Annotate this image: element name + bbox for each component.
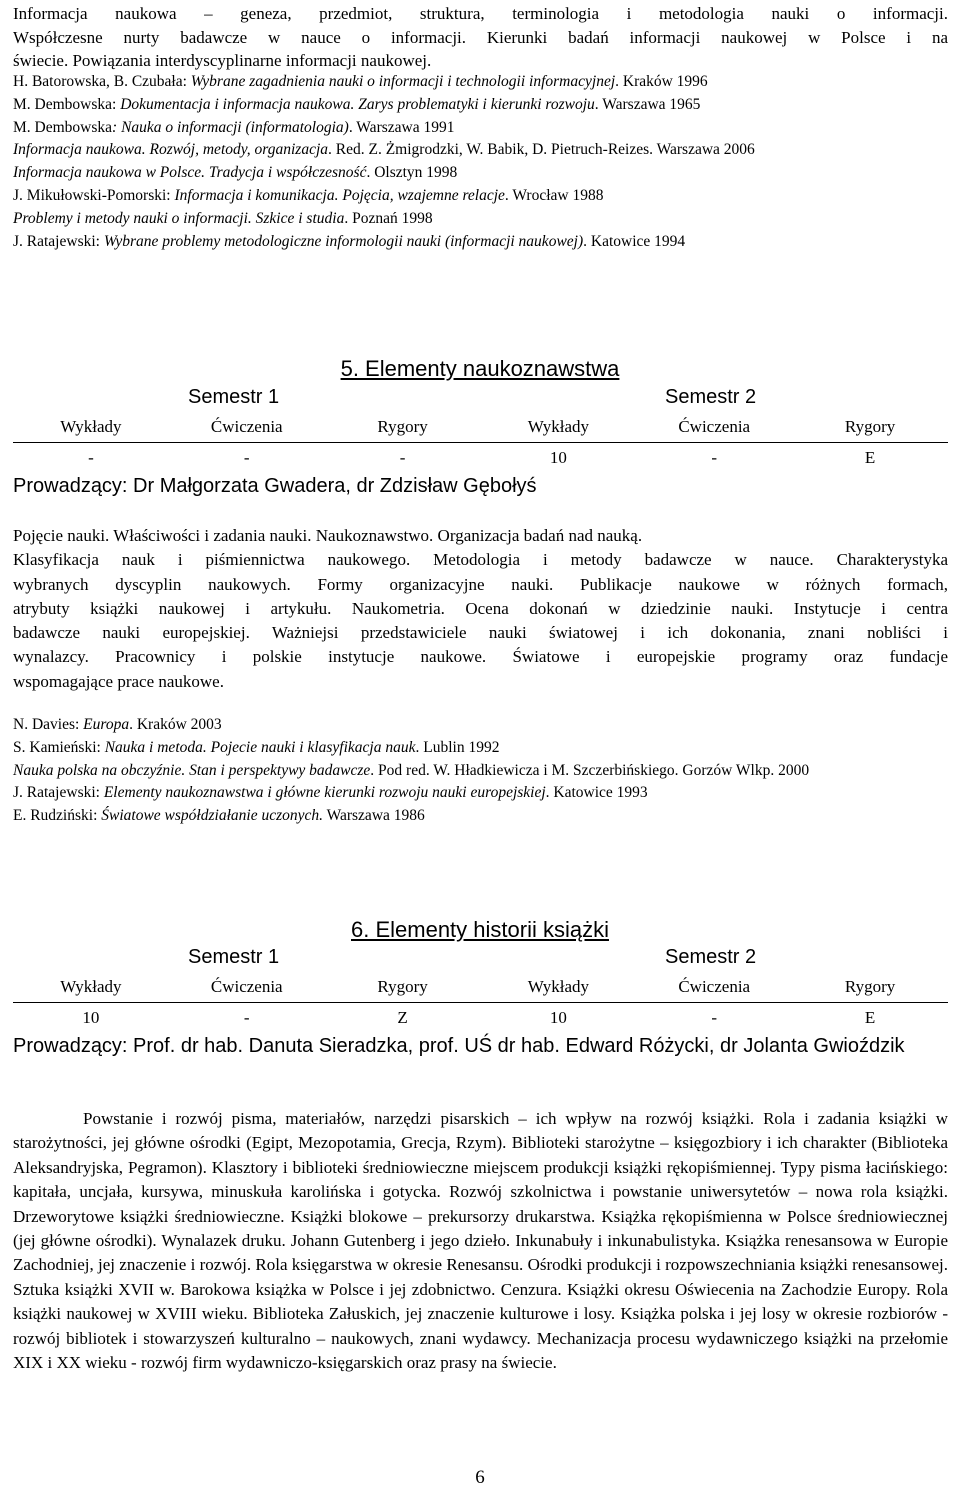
entry-details: . Olsztyn 1998 bbox=[366, 164, 458, 182]
content-line: wynalazcy. Pracownicy i polskie instytucje naukowe. Światowe i europejskie programy oraz fundacje bbox=[13, 647, 948, 667]
value-cell: - bbox=[636, 1003, 792, 1034]
entry-title: Europa bbox=[83, 716, 130, 733]
schedule-table bbox=[13, 972, 948, 1033]
header-cell: Ćwiczenia bbox=[210, 417, 283, 436]
value-cell: 10 bbox=[480, 1003, 636, 1034]
entry-details: . Lublin 1992 bbox=[415, 738, 500, 756]
header-cell: Wykłady bbox=[527, 977, 590, 996]
entry-title: Informacja i komunikacja. Pojęcia, wzajemne relacje bbox=[174, 186, 505, 204]
lecturers-line: Prowadzący: Prof. dr hab. Danuta Sieradzka, prof. UŚ dr hab. Edward Różycki, dr Jolanta Gwioździk bbox=[13, 1035, 905, 1057]
content-line: wybranych dyscyplin naukowych. Formy organizacyjne nauki. Publikacje naukowe w różnych formach, bbox=[13, 574, 948, 594]
page-number: 6 bbox=[475, 1467, 485, 1488]
content-line: Pojęcie nauki. Właściwości i zadania nauki. Naukoznawstwo. Organizacja badań nad nauką. bbox=[13, 526, 643, 545]
intro-line-3: świecie. Powiązania interdyscyplinarne informacji naukowej. bbox=[13, 51, 432, 70]
bibliography-list bbox=[13, 714, 948, 828]
bibliography-entry bbox=[13, 760, 948, 783]
entry-details: . Poznań 1998 bbox=[344, 209, 433, 227]
semester-1-label: Semestr 1 bbox=[188, 386, 280, 408]
semester-1-label: Semestr 1 bbox=[188, 946, 280, 968]
header-cell: Rygory bbox=[844, 417, 896, 436]
entry-details: . Wrocław 1988 bbox=[504, 186, 604, 204]
value-cell: 10 bbox=[480, 443, 636, 474]
semester-row bbox=[0, 386, 960, 414]
header-cell: Rygory bbox=[377, 977, 428, 996]
entry-details: . Katowice 1993 bbox=[545, 784, 648, 802]
intro-line-2: Współczesne nurty badawcze w nauce o informacji. Kierunki badań informacji naukowej w Polsce i na bbox=[13, 27, 948, 47]
intro-line-1: Informacja naukowa – geneza, przedmiot, struktura, terminologia i metodologia nauki o informacji. bbox=[13, 4, 948, 23]
entry-title: : Nauka o informacji (informatologia) bbox=[112, 118, 349, 136]
bibliography-entry bbox=[13, 231, 948, 254]
content-line: wspomagające prace naukowe. bbox=[13, 671, 224, 691]
value-cell: - bbox=[325, 443, 481, 474]
value-cell: Z bbox=[325, 1003, 481, 1034]
value-cell: - bbox=[169, 443, 325, 474]
semester-row bbox=[0, 946, 960, 974]
bibliography-entry bbox=[13, 805, 948, 828]
schedule-value-row bbox=[13, 443, 948, 474]
bibliography-entry bbox=[13, 71, 948, 94]
header-cell: Wykłady bbox=[60, 417, 122, 436]
bibliography-entry bbox=[13, 782, 948, 805]
entry-title: Światowe współdziałanie uczonych. bbox=[101, 807, 323, 825]
entry-title: Nauka polska na obczyźnie. Stan i perspektywy badawcze bbox=[13, 761, 371, 779]
entry-title: Informacja naukowa. Rozwój, metody, organizacja bbox=[13, 141, 329, 159]
entry-title: Informacja naukowa w Polsce. Tradycja i współczesność bbox=[13, 164, 367, 182]
lecturers-line: Prowadzący: Dr Małgorzata Gwadera, dr Zdzisław Gębołyś bbox=[13, 475, 537, 497]
entry-title: Dokumentacja i informacja naukowa. Zarys problematyki i kierunki rozwoju bbox=[120, 95, 595, 113]
value-cell: E bbox=[792, 443, 948, 474]
value-cell: 10 bbox=[13, 1003, 169, 1034]
entry-details: . Katowice 1994 bbox=[583, 232, 686, 250]
value-cell: E bbox=[792, 1003, 948, 1034]
value-cell: - bbox=[169, 1003, 325, 1034]
value-cell: - bbox=[13, 443, 169, 474]
entry-title: Wybrane zagadnienia nauki o informacji i technologii informacyjnej bbox=[190, 73, 616, 90]
bibliography-entry bbox=[13, 139, 948, 162]
entry-details: . Warszawa 1991 bbox=[348, 118, 455, 136]
content-line: atrybuty książki naukowej i artykułu. Naukometria. Ocena dokonań w dziedzinie nauki. Instytucje i centra bbox=[13, 598, 948, 618]
header-cell: Ćwiczenia bbox=[678, 417, 751, 436]
header-cell: Rygory bbox=[377, 417, 428, 436]
bibliography-list bbox=[13, 71, 948, 253]
entry-details: . Warszawa 1965 bbox=[594, 95, 701, 113]
bibliography-entry bbox=[13, 162, 948, 185]
bibliography-entry bbox=[13, 94, 948, 117]
semester-2-label: Semestr 2 bbox=[665, 946, 757, 968]
header-cell: Wykłady bbox=[60, 977, 122, 996]
header-cell: Ćwiczenia bbox=[210, 977, 283, 996]
entry-author: J. Ratajewski: bbox=[13, 784, 104, 802]
bibliography-entry bbox=[13, 737, 948, 760]
entry-details: . Pod red. W. Hładkiewicza i M. Szczerbińskiego. Gorzów Wlkp. 2000 bbox=[370, 761, 810, 779]
bibliography-entry bbox=[13, 208, 948, 231]
entry-title: Wybrane problemy metodologiczne informologii nauki (informacji naukowej) bbox=[103, 232, 584, 250]
schedule-header-row bbox=[13, 972, 948, 1003]
entry-author: E. Rudziński: bbox=[13, 807, 102, 825]
entry-title: Nauka i metoda. Pojecie nauki i klasyfikacja nauk bbox=[104, 738, 416, 756]
bibliography-entry bbox=[13, 185, 948, 208]
section-content: Powstanie i rozwój pisma, materiałów, narzędzi pisarskich – ich wpływ na rozwój książki. Rola i zadania książki w starożytności, jej główne ośrodki (Egipt, Mezopotamia, Grecja, Rzym). Biblioteki starożytne – księgozbiory i ich charakter (Biblioteka Aleksandryjska, Pegramon). Klasztory i biblioteki średniowieczne miejscem produkcji książki rękopiśmiennej. Typy pisma łacińskiego: kapitała, uncjała, kursywa, minuskuła karolińska i gotycka. Rozwój szkolnictwa i powstanie uniwersytetów – nowa rola książki. Drzeworytowe książki średniowieczne. Książki blokowe – prekursorzy drukarstwa. Książka rękopiśmienna w Polsce średniowiecznej (jej główne ośrodki). Wynalazek druku. Johann Gutenberg i jego dzieło. Inkunabuły i inkunabulistyka. Książka renesansowa w Europie Zachodniej, jej znaczenie i rozwój. Rola księgarstwa w okresie Renesansu. Ośrodki produkcji i rozpowszechniania książki renesansowej. Sztuka książki XVII w. Barokowa książka w Polsce i jej zdobnictwo. Cenzura. Książki okresu Oświecenia na Zachodzie Europy. Rola książki naukowej w XVIII wieku. Biblioteka Załuskich, jej znaczenie kulturowe i losy. Książka polska i jej losy w okresie rozbiorów - rozwój bibliotek i stowarzyszeń kulturalno – naukowych, znani wydawcy. Mechanizacja procesu wydawniczego książki na przełomie XIX i XX wieku - rozwój firm wydawniczo-księgarskich oraz prasy na świecie. bbox=[13, 1109, 948, 1373]
section-content bbox=[13, 524, 948, 694]
entry-details: Warszawa 1986 bbox=[323, 807, 425, 825]
value-cell: - bbox=[636, 443, 792, 474]
schedule-value-row bbox=[13, 1003, 948, 1034]
content-line: Klasyfikacja nauk i piśmiennictwa naukowego. Metodologia i metody badawcze w nauce. Charakterystyka bbox=[13, 550, 948, 570]
header-cell: Rygory bbox=[844, 977, 896, 996]
entry-title: Problemy i metody nauki o informacji. Szkice i studia bbox=[13, 209, 345, 227]
header-cell: Wykłady bbox=[527, 417, 590, 436]
bibliography-entry bbox=[13, 714, 948, 737]
header-cell: Ćwiczenia bbox=[678, 977, 751, 996]
schedule-header-row bbox=[13, 412, 948, 443]
entry-author: H. Batorowska, B. Czubała: bbox=[13, 73, 191, 90]
entry-title: Elementy naukoznawstwa i główne kierunki rozwoju nauki europejskiej bbox=[103, 784, 546, 802]
entry-author: J. Ratajewski: bbox=[13, 232, 104, 250]
entry-author: M. Dembowska bbox=[13, 118, 113, 136]
section-title: 5. Elementy naukoznawstwa bbox=[340, 356, 620, 381]
schedule-table bbox=[13, 412, 948, 473]
entry-author: M. Dembowska: bbox=[13, 95, 121, 113]
intro-paragraph bbox=[13, 2, 948, 73]
entry-details: . Kraków 2003 bbox=[129, 716, 222, 733]
section-title: 6. Elementy historii książki bbox=[351, 917, 609, 942]
semester-2-label: Semestr 2 bbox=[665, 386, 757, 408]
entry-details: . Red. Z. Żmigrodzki, W. Babik, D. Pietruch-Reizes. Warszawa 2006 bbox=[328, 141, 755, 159]
content-line: badawcze nauki europejskiej. Ważniejsi przedstawiciele nauki światowej i ich dokonania, znani nobliści i bbox=[13, 623, 948, 643]
entry-author: J. Mikułowski-Pomorski: bbox=[13, 186, 175, 204]
entry-details: . Kraków 1996 bbox=[615, 73, 708, 90]
entry-author: S. Kamieński: bbox=[13, 738, 105, 756]
entry-author: N. Davies: bbox=[13, 716, 84, 733]
bibliography-entry bbox=[13, 117, 948, 140]
